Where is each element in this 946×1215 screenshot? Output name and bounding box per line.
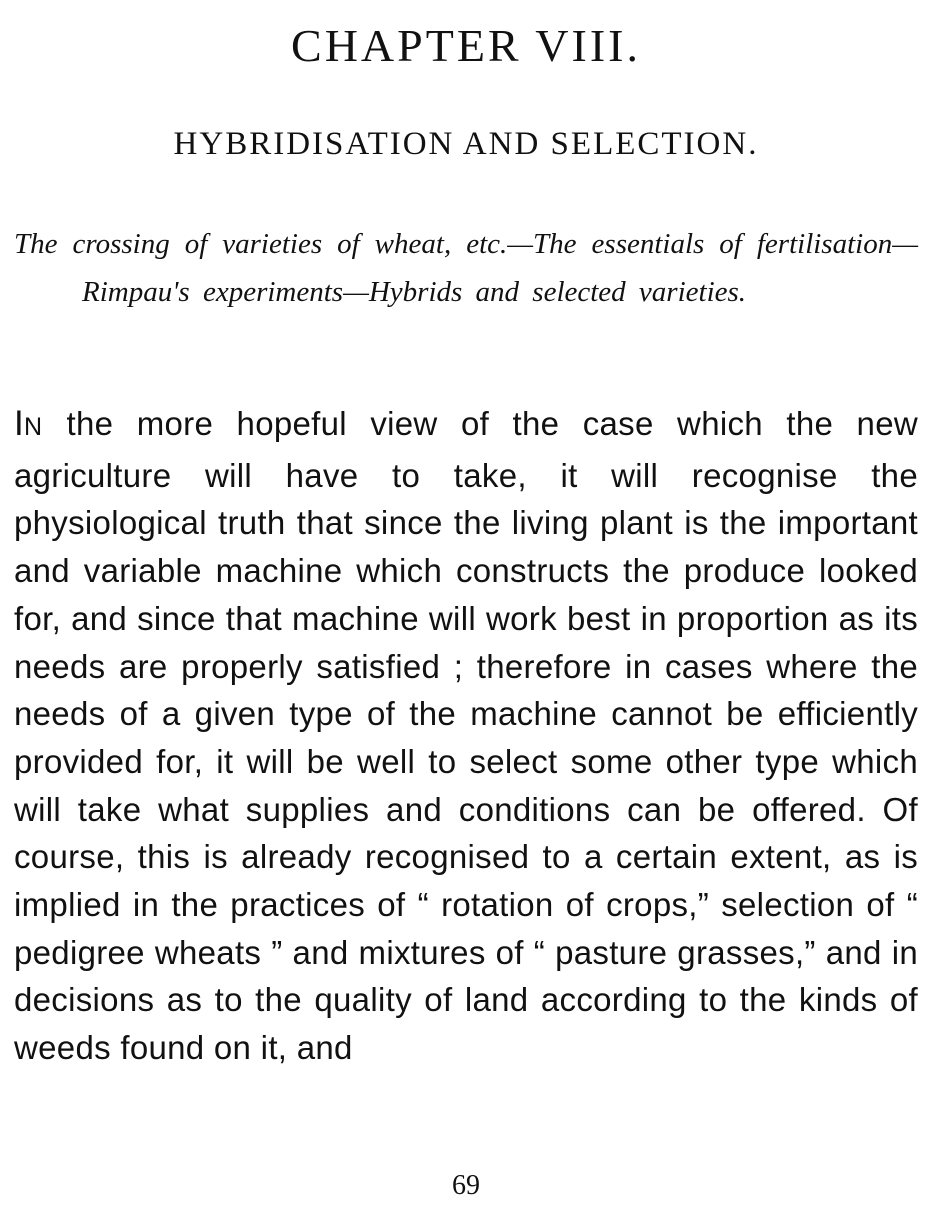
small-cap-lead: N	[24, 413, 44, 441]
body-paragraph	[14, 400, 918, 1072]
chapter-title: HYBRIDISATION AND SELECTION.	[173, 126, 759, 162]
page-number: 69	[452, 1170, 480, 1201]
chapter-summary: The crossing of varieties of wheat, etc.—The essentials of fertilisation—Rimpau's experiments—Hybrids and selected varieties.	[14, 228, 918, 308]
drop-cap: I	[14, 404, 25, 443]
book-page	[14, 0, 918, 1215]
chapter-heading: CHAPTER VIII.	[291, 20, 641, 71]
paragraph-text: the more hopeful view of the case which the new agriculture will have to take, it will recognise the physiological truth that since the living plant is the important and variable machine which constructs the produce looked for, and since that machine will work best in proportion as its needs are properly satisfied ; therefore in cases where the needs of a given type of the machine cannot be efficiently provided for, it will be well to select some other type which will take what supplies and conditions can be offered. Of course, this is already recognised to a certain extent, as is implied in the practices of “ rotation of crops,” selection of “ pedigree wheats ” and mixtures of “ pasture grasses,” and in decisions as to the quality of land according to the kinds of weeds found on it, and	[14, 405, 918, 1067]
